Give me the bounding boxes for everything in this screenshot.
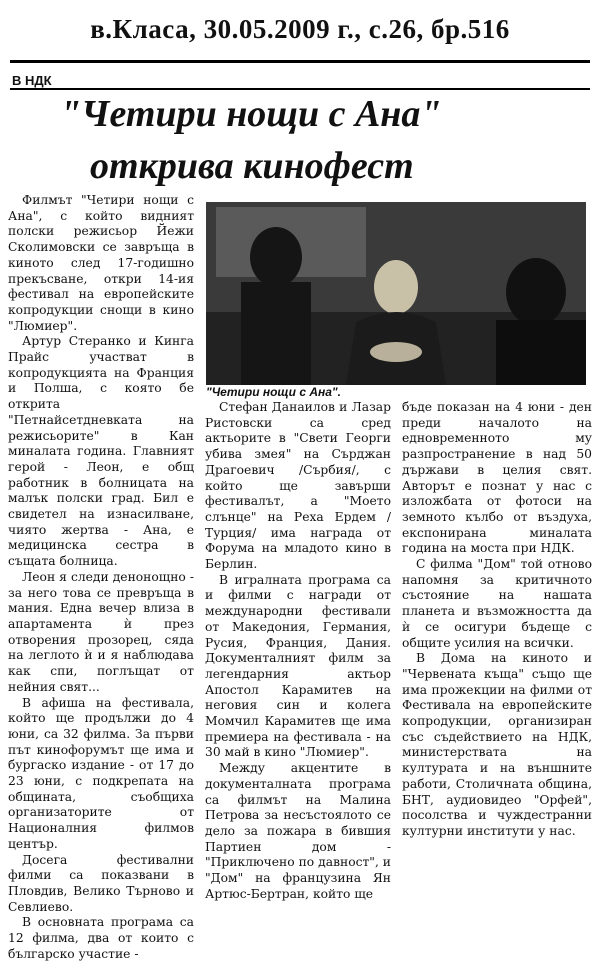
photo-caption: "Четири нощи с Ана".: [206, 385, 341, 399]
header-divider: [10, 60, 590, 63]
paragraph: Артур Стеранко и Кинга Прайс участват в копродукцията на Франция и Полша, с която бе открита "Петнайсетдневката на режисьорите" в Кан миналата година. Главният герой - Леон, е общ работник в болницата на малък полски град. Бил е свидетел на изнасилване, чиято жертва - Ана, е медицинска сестра в същата болница.: [8, 334, 194, 569]
paragraph: В игралната програма са и филми с награди от международни фестивали от Македония, Германия, Русия, Франция, Дания. Документалният филм за легендарния актьор Апостол Карамитев на неговия син и колега Момчил Карамитев ще има премиера на фестивала - на 30 май в кино "Люмиер".: [205, 572, 391, 760]
article-title: [60, 88, 560, 192]
title-line-2: открива кинофест: [90, 145, 414, 187]
text-column-3: [402, 400, 592, 840]
film-still-photo: [206, 202, 586, 385]
source-header: в.Класа, 30.05.2009 г., с.26, бр.516: [90, 14, 510, 44]
text-column-2: [205, 400, 391, 903]
paragraph: В Дома на киното и "Червената къща" също ще има прожекции на филми от Фестивала на европейските копродукции, организиран със съдействието на НДК, министерствата на културата и на външните работи, Столичната община, БНТ, аудиовидео "Орфей", посолства и чуждестранни културни институти у нас.: [402, 651, 592, 838]
paragraph: В афиша на фестивала, който ще продължи до 4 юни, са 32 филма. За първи път кинофорумът ще има и бургаско издание - от 17 до 23 юни, с подкрепата на общината, съобщиха организаторите от Националния филмов център.: [8, 695, 194, 851]
paragraph: Между акцентите в документалната програма са филмът на Малина Петрова за несъстоялото се дело за пожара в бившия Партиен дом - "Приключено по давност", и "Дом" на французина Ян Артюс-Бертран, който ще: [205, 761, 391, 901]
paragraph: Филмът "Четири нощи с Ана", с който видният полски режисьор Йежи Сколимовски се завръща в киното след 17-годишно прекъсване, откри 14-ия фестивал на европейските копродукции снощи в кино "Люмиер".: [8, 193, 194, 333]
paragraph: Леон я следи денонощно - за него това се превръща в мания. Една вечер влиза в апартамента ѝ през отворения прозорец, сяда на леглото ѝ и я наблюдава как спи, поглъщат от нейния свят...: [8, 569, 194, 694]
paragraph: Стефан Данаилов и Лазар Ристовски са сред актьорите в "Свети Георги убива змея" на Сърджан Драгоевич /Сърбия/, с който ще завърши фестивалът, а "Моето слънце" на Реха Ердем /Турция/ има награда от Форума на младото кино в Берлин.: [205, 400, 391, 572]
paragraph: С филма "Дом" той отново напомня за критичното състояние на нашата планета и възможността да ѝ се осигури бъдеще с общите усилия на всички.: [402, 557, 592, 650]
paragraph: бъде показан на 4 юни - ден преди началото на едновременното му разпространение в над 50 държави в целия свят. Авторът е познат у нас с изложбата от фотоси на земното кълбо от въздуха, експонирана миналата година на моста при НДК.: [402, 400, 592, 556]
film-still-illustration: [206, 202, 586, 385]
text-column-1: [8, 193, 194, 962]
section-label: В НДК: [12, 73, 52, 88]
paragraph: В основната програма са 12 филма, два от които с българско участие -: [8, 915, 194, 961]
paragraph: Досега фестивални филми са показвани в Пловдив, Велико Търново и Севлиево.: [8, 852, 194, 914]
title-line-1: "Четири нощи с Ана": [60, 93, 442, 135]
